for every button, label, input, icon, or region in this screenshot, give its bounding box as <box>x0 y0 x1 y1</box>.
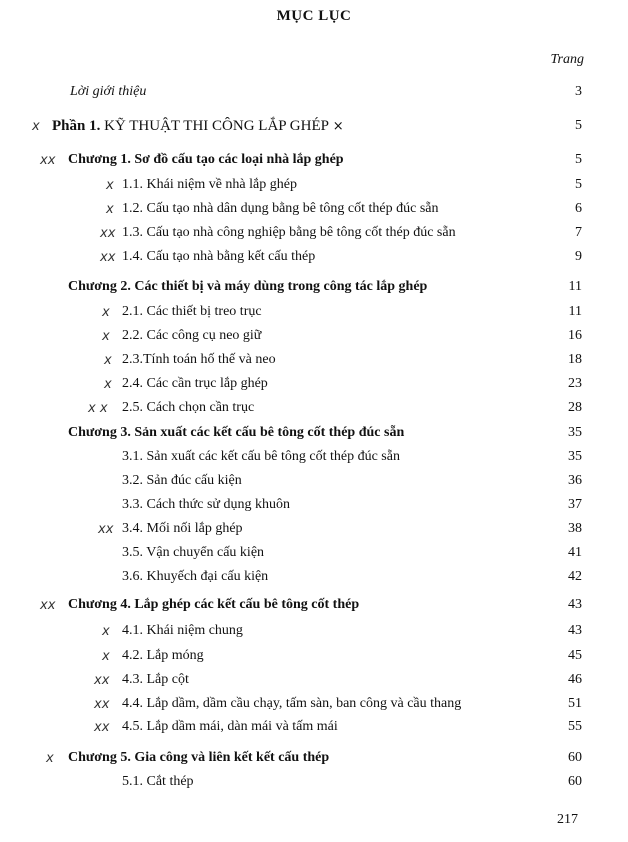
toc-entry-2-1 <box>0 304 628 324</box>
page-number: 217 <box>557 812 578 827</box>
toc-entry-page: 51 <box>568 696 582 711</box>
page-column-header: Trang <box>550 52 584 67</box>
toc-entry-4-3 <box>0 672 628 692</box>
toc-entry-text: 3.3. Cách thức sử dụng khuôn <box>122 497 290 512</box>
toc-entry-3-6 <box>0 569 628 589</box>
handwritten-mark: xx <box>98 522 114 537</box>
toc-entry-page: 18 <box>568 352 582 367</box>
toc-entry-text: 5.1. Cắt thép <box>122 774 194 789</box>
toc-entry-text: Chương 3. Sản xuất các kết cấu bê tông cốt thép đúc sẵn <box>68 425 405 440</box>
toc-title: MỤC LỤC <box>276 8 352 24</box>
toc-entry-text: 2.3.Tính toán hố thế và neo <box>122 352 276 367</box>
toc-entry-text: 4.3. Lắp cột <box>122 672 189 687</box>
toc-entry-text: 4.4. Lắp dầm, dầm cầu chạy, tấm sàn, ban công và cầu thang <box>122 696 462 711</box>
toc-entry-page: 11 <box>568 304 582 319</box>
toc-entry-text: 1.3. Cấu tạo nhà công nghiệp bằng bê tông cốt thép đúc sẵn <box>122 225 456 240</box>
toc-entry-part-1 <box>0 118 628 138</box>
toc-entry-page: 42 <box>568 569 582 584</box>
toc-entry-4-1 <box>0 623 628 643</box>
toc-entry-page: 43 <box>568 623 582 638</box>
toc-entry-page: 16 <box>568 328 582 343</box>
toc-entry-text: 1.1. Khái niệm về nhà lắp ghép <box>122 177 297 192</box>
toc-entry-1-3 <box>0 225 628 245</box>
handwritten-mark: x <box>32 119 40 134</box>
toc-entry-text: 1.2. Cấu tạo nhà dân dụng bằng bê tông cốt thép đúc sẵn <box>122 201 439 216</box>
toc-entry-page: 5 <box>575 152 582 167</box>
toc-entry-intro <box>0 84 628 104</box>
toc-entry-page: 6 <box>575 201 582 216</box>
toc-entry-3-4 <box>0 521 628 541</box>
toc-entry-2-2 <box>0 328 628 348</box>
handwritten-mark: x x <box>88 401 108 416</box>
toc-entry-page: 3 <box>575 84 582 99</box>
part-label: Phần 1. <box>52 118 101 134</box>
toc-entry-3-3 <box>0 497 628 517</box>
toc-entry-page: 55 <box>568 719 582 734</box>
toc-entry-5-1 <box>0 774 628 794</box>
toc-entry-chapter-1 <box>0 152 628 172</box>
toc-entry-text: 4.1. Khái niệm chung <box>122 623 243 638</box>
toc-entry-text: 3.1. Sản xuất các kết cấu bê tông cốt thép đúc sẵn <box>122 449 400 464</box>
handwritten-mark: x <box>102 329 110 344</box>
toc-entry-text: Lời giới thiệu <box>70 84 147 99</box>
handwritten-mark: xx <box>94 673 110 688</box>
toc-entry-text: 2.5. Cách chọn cần trục <box>122 400 255 415</box>
toc-entry-2-4 <box>0 376 628 396</box>
toc-entry-page: 7 <box>575 225 582 240</box>
handwritten-mark: xx <box>100 226 116 241</box>
handwritten-mark: × <box>332 119 344 134</box>
toc-entry-text: 3.5. Vận chuyển cấu kiện <box>122 545 265 560</box>
handwritten-mark: x <box>106 202 114 217</box>
toc-entry-text: 2.2. Các công cụ neo giữ <box>122 328 262 343</box>
toc-entry-page: 60 <box>568 774 582 789</box>
toc-entry-3-2 <box>0 473 628 493</box>
toc-entry-page: 35 <box>568 425 582 440</box>
toc-entry-text: Chương 4. Lắp ghép các kết cấu bê tông cốt thép <box>68 597 360 612</box>
toc-entry-chapter-3 <box>0 425 628 445</box>
toc-entry-page: 5 <box>575 118 582 133</box>
handwritten-mark: xx <box>94 697 110 712</box>
toc-entry-4-5 <box>0 719 628 739</box>
toc-entry-page: 35 <box>568 449 582 464</box>
toc-entry-page: 28 <box>568 400 582 415</box>
toc-entry-chapter-5 <box>0 750 628 770</box>
toc-entry-text: 4.5. Lắp dầm mái, dàn mái và tấm mái <box>122 719 338 734</box>
toc-entry-page: 23 <box>568 376 582 391</box>
toc-entry-page: 46 <box>568 672 582 687</box>
part-title: KỸ THUẬT THI CÔNG LẮP GHÉP <box>104 118 329 134</box>
toc-entry-1-1 <box>0 177 628 197</box>
toc-entry-page: 60 <box>568 750 582 765</box>
toc-entry-page: 37 <box>568 497 582 512</box>
toc-entry-1-2 <box>0 201 628 221</box>
toc-entry-text: 2.1. Các thiết bị treo trục <box>122 304 262 319</box>
toc-entry-2-3 <box>0 352 628 372</box>
handwritten-mark: x <box>104 377 112 392</box>
handwritten-mark: x <box>102 305 110 320</box>
toc-entry-1-4 <box>0 249 628 269</box>
toc-entry-page: 43 <box>568 597 582 612</box>
toc-entry-text: 3.2. Sản đúc cấu kiện <box>122 473 242 488</box>
toc-entry-text: Chương 2. Các thiết bị và máy dùng trong công tác lắp ghép <box>68 279 428 294</box>
handwritten-mark: x <box>102 624 110 639</box>
toc-entry-page: 38 <box>568 521 582 536</box>
handwritten-mark: x <box>102 649 110 664</box>
handwritten-mark: x <box>106 178 114 193</box>
toc-entry-text: 4.2. Lắp móng <box>122 648 204 663</box>
toc-entry-text: Chương 5. Gia công và liên kết kết cấu thép <box>68 750 330 765</box>
toc-entry-chapter-2 <box>0 279 628 299</box>
handwritten-mark: xx <box>40 153 56 168</box>
toc-entry-3-5 <box>0 545 628 565</box>
handwritten-mark: xx <box>100 250 116 265</box>
toc-entry-4-2 <box>0 648 628 668</box>
toc-entry-page: 45 <box>568 648 582 663</box>
toc-entry-2-5 <box>0 400 628 420</box>
handwritten-mark: xx <box>40 598 56 613</box>
toc-entry-4-4 <box>0 696 628 716</box>
toc-entry-page: 41 <box>568 545 582 560</box>
toc-entry-text: 3.6. Khuyếch đại cấu kiện <box>122 569 269 584</box>
toc-entry-3-1 <box>0 449 628 469</box>
toc-entry-text: 3.4. Mối nối lắp ghép <box>122 521 243 536</box>
handwritten-mark: x <box>104 353 112 368</box>
toc-entry-page: 11 <box>568 279 582 294</box>
toc-entry-text: Chương 1. Sơ đồ cấu tạo các loại nhà lắp ghép <box>68 152 344 167</box>
toc-entry-chapter-4 <box>0 597 628 617</box>
toc-entry-page: 5 <box>575 177 582 192</box>
toc-entry-page: 9 <box>575 249 582 264</box>
toc-entry-text: 2.4. Các cần trục lắp ghép <box>122 376 268 391</box>
toc-entry-page: 36 <box>568 473 582 488</box>
toc-entry-text: 1.4. Cấu tạo nhà bằng kết cấu thép <box>122 249 316 264</box>
handwritten-mark: x <box>46 751 54 766</box>
handwritten-mark: xx <box>94 720 110 735</box>
